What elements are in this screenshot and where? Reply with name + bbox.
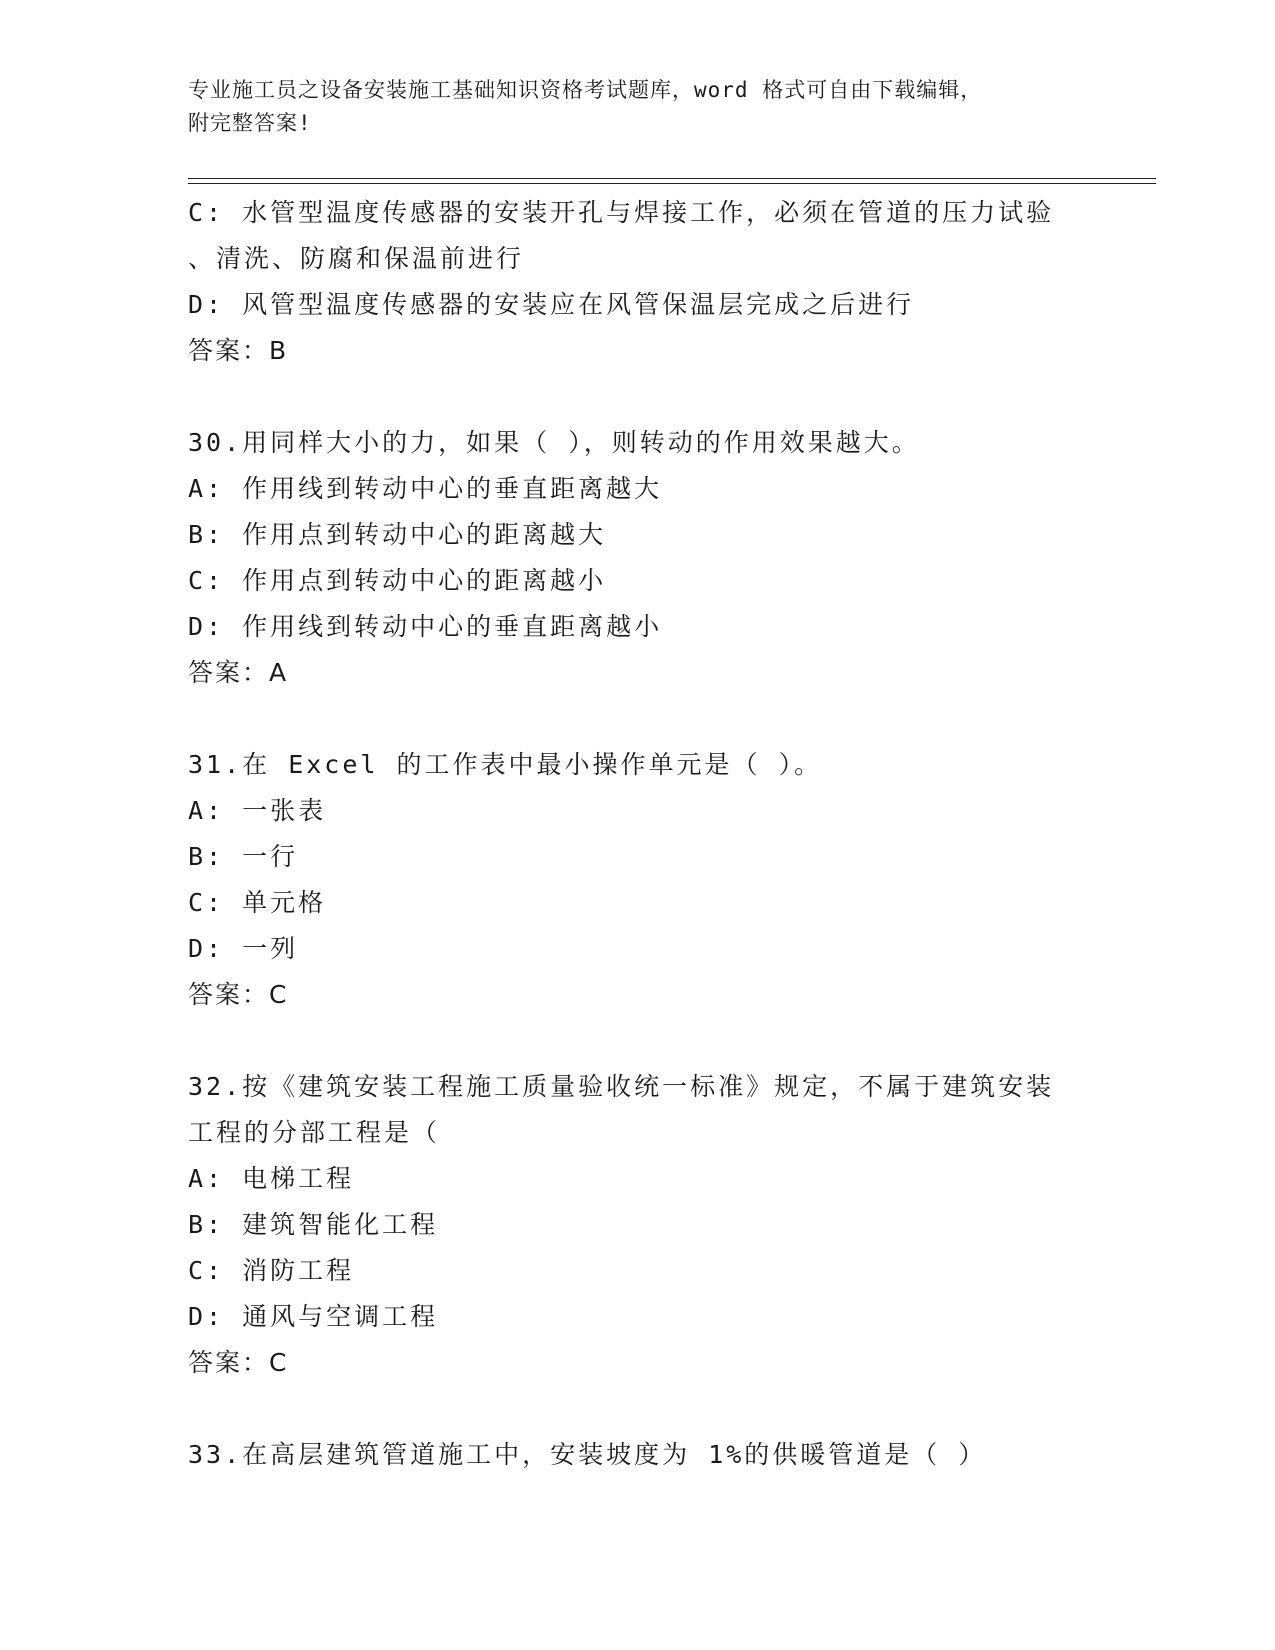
option-c-line-2: 、清洗、防腐和保温前进行 [188,244,525,273]
question-text: 31.在 Excel 的工作表中最小操作单元是（ ）。 [188,750,823,779]
question-text: 30.用同样大小的力，如果（ ），则转动的作用效果越大。 [188,428,920,457]
header-divider-top [188,178,1156,179]
question-31 [188,742,1088,1018]
option-c: C: 作用点到转动中心的距离越小 [188,566,607,595]
option-c: C: 单元格 [188,888,327,917]
question-text: 33.在高层建筑管道施工中，安装坡度为 1%的供暖管道是（ ） [188,1440,987,1469]
option-a: A: 一张表 [188,796,327,825]
spacer [188,696,1088,742]
answer: 答案：C [188,980,289,1009]
spacer [188,1018,1088,1064]
spacer [188,1386,1088,1432]
question-32 [188,1064,1088,1386]
question-text-line-2: 工程的分部工程是（ [188,1118,441,1147]
option-c: C: 消防工程 [188,1256,355,1285]
header-divider-bottom [188,183,1156,184]
document-header [188,74,1068,140]
option-a: A: 电梯工程 [188,1164,355,1193]
option-c-line-1: C: 水管型温度传感器的安装开孔与焊接工作，必须在管道的压力试验 [188,198,1055,227]
question-text-line-1: 32.按《建筑安装工程施工质量验收统一标准》规定，不属于建筑安装 [188,1072,1055,1101]
option-b: B: 一行 [188,842,299,871]
option-a: A: 作用线到转动中心的垂直距离越大 [188,474,663,503]
option-d: D: 一列 [188,934,299,963]
answer: 答案：A [188,658,289,687]
option-d: D: 作用线到转动中心的垂直距离越小 [188,612,663,641]
spacer [188,374,1088,420]
question-29-tail [188,190,1088,374]
option-b: B: 建筑智能化工程 [188,1210,439,1239]
header-line-1: 专业施工员之设备安装施工基础知识资格考试题库，word 格式可自由下载编辑， [188,78,983,102]
option-d: D: 通风与空调工程 [188,1302,439,1331]
question-content [188,190,1088,1478]
header-line-2: 附完整答案! [188,111,312,135]
question-30 [188,420,1088,696]
answer: 答案：B [188,336,289,365]
option-d: D: 风管型温度传感器的安装应在风管保温层完成之后进行 [188,290,915,319]
option-b: B: 作用点到转动中心的距离越大 [188,520,607,549]
answer: 答案：C [188,1348,289,1377]
question-33 [188,1432,1088,1478]
